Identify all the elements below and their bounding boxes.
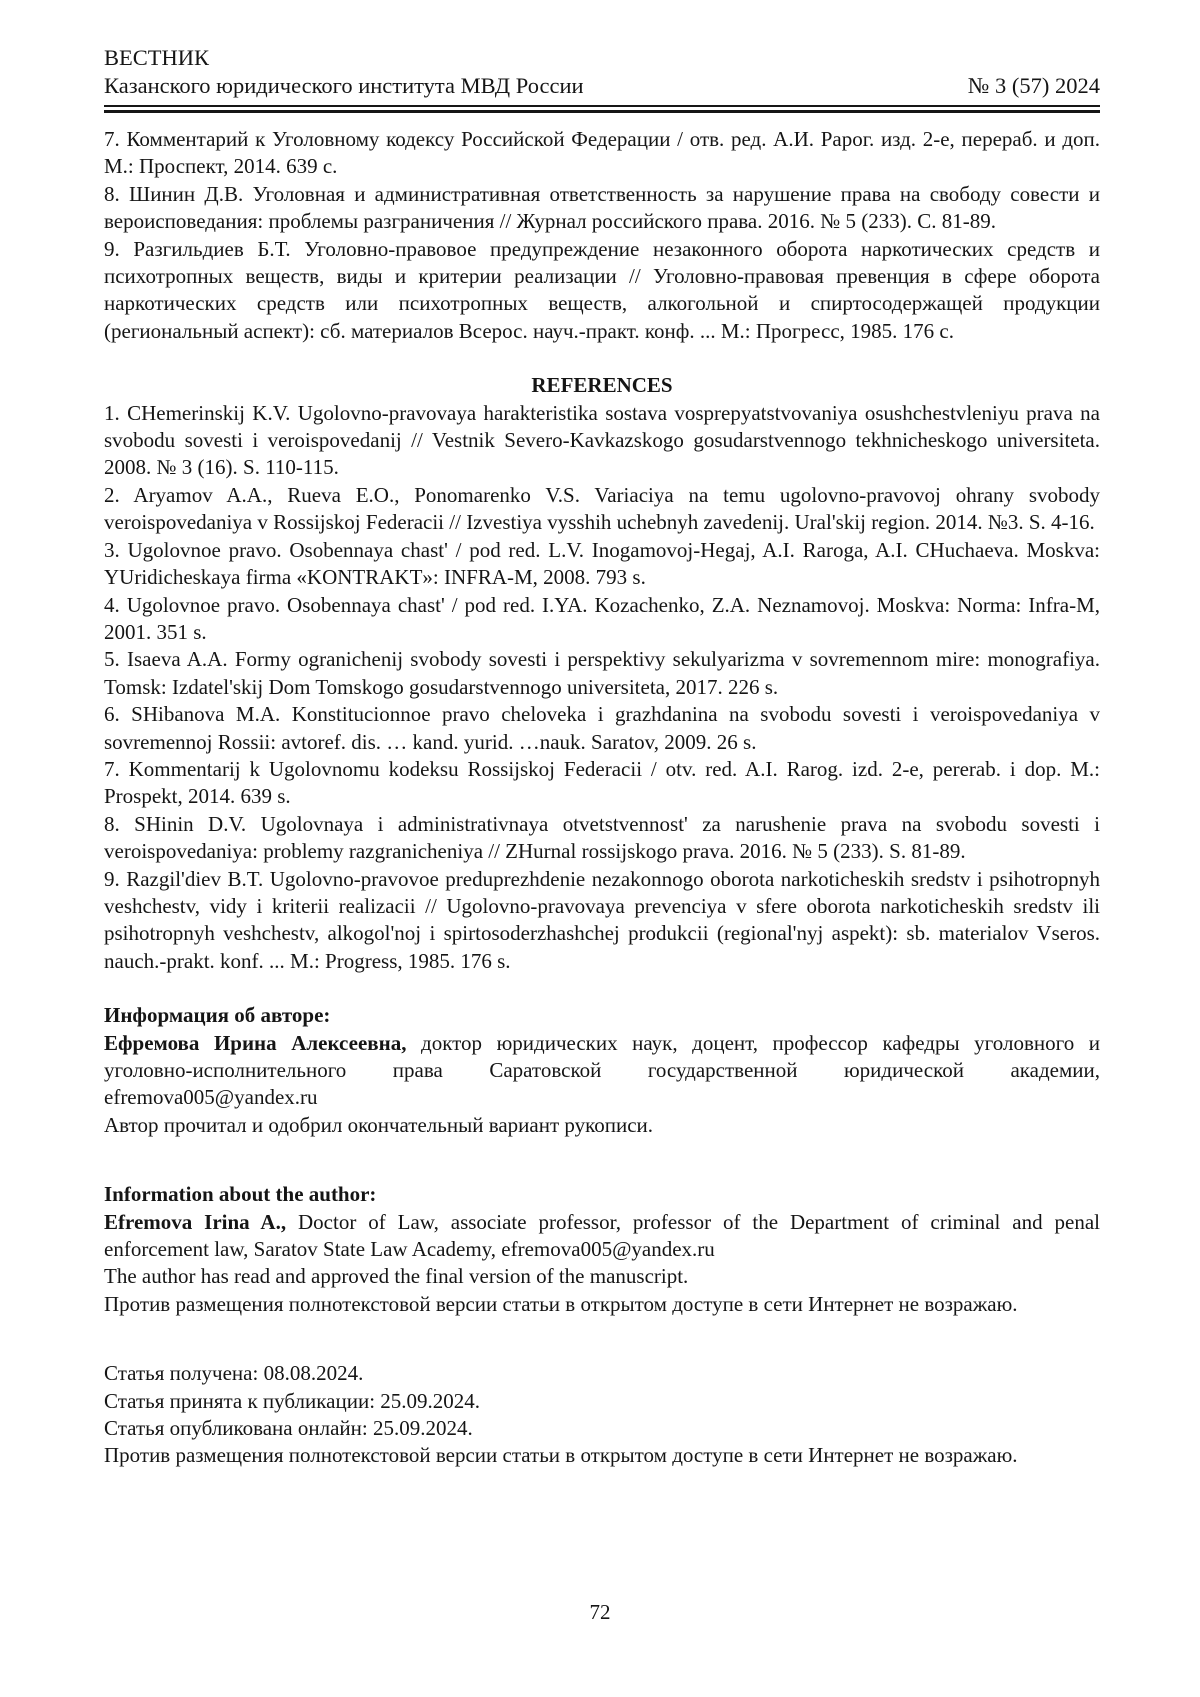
article-dates: [104, 1360, 1100, 1470]
manuscript-note-en: The author has read and approved the final version of the manuscript.: [104, 1264, 689, 1289]
reference-item-ru: 8. Шинин Д.В. Уголовная и административная ответственность за нарушение права на свободу совести и вероисповедания: проблемы разграничения // Журнал российского права. 2016. № 5 (233). С. 81-89.: [104, 181, 1100, 234]
page-number: 72: [589, 1600, 611, 1624]
open-access-consent-note: Против размещения полнотекстовой версии статьи в открытом доступе в сети Интернет не возражаю.: [104, 1291, 1018, 1316]
author-details-en: Doctor of Law, associate professor, professor of the Department of criminal and penal enforcement law, Saratov State Law Academy, efremova005@yandex.ru: [104, 1209, 1100, 1262]
reference-item: 6. SHibanova M.A. Konstitucionnoe pravo cheloveka i grazhdanina na svobodu sovesti i veroispovedaniya v sovremennoj Rossii: avtoref. dis. … kand. yurid. …nauk. Saratov, 2009. 26 s.: [104, 702, 1100, 754]
reference-item: 4. Ugolovnoe pravo. Osobennaya chast' / pod red. I.YA. Kozachenko, Z.A. Neznamovoj. Moskva: Norma: Infra-M, 2001. 351 s.: [104, 592, 1100, 644]
open-access-consent-note: Против размещения полнотекстовой версии статьи в открытом доступе в сети Интернет не возражаю.: [104, 1443, 1018, 1468]
reference-item: 1. CHemerinskij K.V. Ugolovno-pravovaya harakteristika sostava vosprepyatstvovaniya osushchestvleniyu prava na svobodu sovesti i veroispovedanij // Vestnik Severo-Kavkazskogo gosudarstvennogo tekhnicheskogo universiteta. 2008. № 3 (16). S. 110-115.: [104, 400, 1100, 480]
reference-item: 3. Ugolovnoe pravo. Osobennaya chast' / pod red. L.V. Inogamovoj-Hegaj, A.I. Raroga, A.I. CHuchaeva. Moskva: YUridicheskaya firma «KONTRAKT»: INFRA-M, 2008. 793 s.: [104, 537, 1100, 590]
date-received: Статья получена: 08.08.2024.: [104, 1361, 364, 1386]
article-body: [104, 126, 1100, 1470]
reference-item: 5. Isaeva A.A. Formy ogranichenij svobody sovesti i perspektivy sekulyarizma v sovremennom mire: monografiya. Tomsk: Izdatel'skij Dom Tomskogo gosudarstvennogo universiteta, 2017. 226 s.: [104, 647, 1100, 699]
manuscript-note-ru: Автор прочитал и одобрил окончательный вариант рукописи.: [104, 1112, 654, 1137]
author-name-ru: Ефремова Ирина Алексеевна,: [104, 1030, 407, 1055]
reference-item: 2. Aryamov A.A., Rueva E.O., Ponomarenko V.S. Variaciya na temu ugolovno-pravovoj ohrany svobody veroispovedaniya v Rossijskoj Federacii // Izvestiya vysshih uchebnyh zavedenij. Ural'skij region. 2014. №3. S. 4-16.: [104, 482, 1100, 535]
reference-item: 8. SHinin D.V. Ugolovnaya i administrativnaya otvetstvennost' za narushenie prava na svobodu sovesti i veroispovedaniya: problemy razgranicheniya // ZHurnal rossijskogo prava. 2016. № 5 (233). S. 81-89.: [104, 811, 1100, 864]
journal-title: ВЕСТНИК: [104, 45, 210, 70]
header-rule: [104, 105, 1100, 113]
date-accepted: Статья принята к публикации: 25.09.2024.: [104, 1388, 481, 1413]
reference-item-ru: 9. Разгильдиев Б.Т. Уголовно-правовое предупреждение незаконного оборота наркотических средств и психотропных веществ, виды и критерии реализации // Уголовно-правовая превенция в сфере оборота наркотических средств или психотропных веществ, алкогольной и спиртосодержащей продукции (региональный аспект): сб. материалов Всерос. науч.-практ. конф. ... М.: Прогресс, 1985. 176 с.: [104, 236, 1100, 343]
author-name-en: Efremova Irina A.,: [104, 1209, 287, 1234]
date-published-online: Статья опубликована онлайн: 25.09.2024.: [104, 1416, 473, 1441]
references-heading: REFERENCES: [531, 373, 673, 398]
journal-subtitle: Казанского юридического института МВД России: [104, 73, 584, 98]
author-info-ru: [104, 1030, 1100, 1112]
author-info-en: [104, 1209, 1100, 1264]
author-details-ru: доктор юридических наук, доцент, профессор кафедры уголовного и уголовно-исполнительного права Саратовской государственной юридической академии, efremova005@yandex.ru: [104, 1030, 1100, 1110]
author-info-en-heading: Information about the author:: [104, 1182, 377, 1207]
author-info-ru-heading: Информация об авторе:: [104, 1003, 331, 1028]
reference-item: 9. Razgil'diev B.T. Ugolovno-pravovoe preduprezhdenie nezakonnogo oborota narkoticheskih sredstv i psihotropnyh veshchestv, vidy i kriterii realizacii // Ugolovno-pravovaya prevenciya v sfere oborota narkoticheskih sredstv ili psihotropnyh veshchestv, alkogol'noj i spirtosoderzhashchej produkcii (regional'nyj aspekt): sb. materialov Vseros. nauch.-prakt. konf. ... M.: Progress, 1985. 176 s.: [104, 866, 1100, 973]
issue-number: № 3 (57) 2024: [967, 73, 1100, 98]
reference-item: 7. Kommentarij k Ugolovnomu kodeksu Rossijskoj Federacii / otv. red. A.I. Rarog. izd. 2-e, pererab. i dop. M.: Prospekt, 2014. 639 s.: [104, 756, 1100, 809]
journal-header: [104, 44, 1100, 100]
reference-item-ru: 7. Комментарий к Уголовному кодексу Российской Федерации / отв. ред. А.И. Рарог. изд. 2-е, перераб. и доп. М.: Проспект, 2014. 639 с.: [104, 127, 1100, 179]
